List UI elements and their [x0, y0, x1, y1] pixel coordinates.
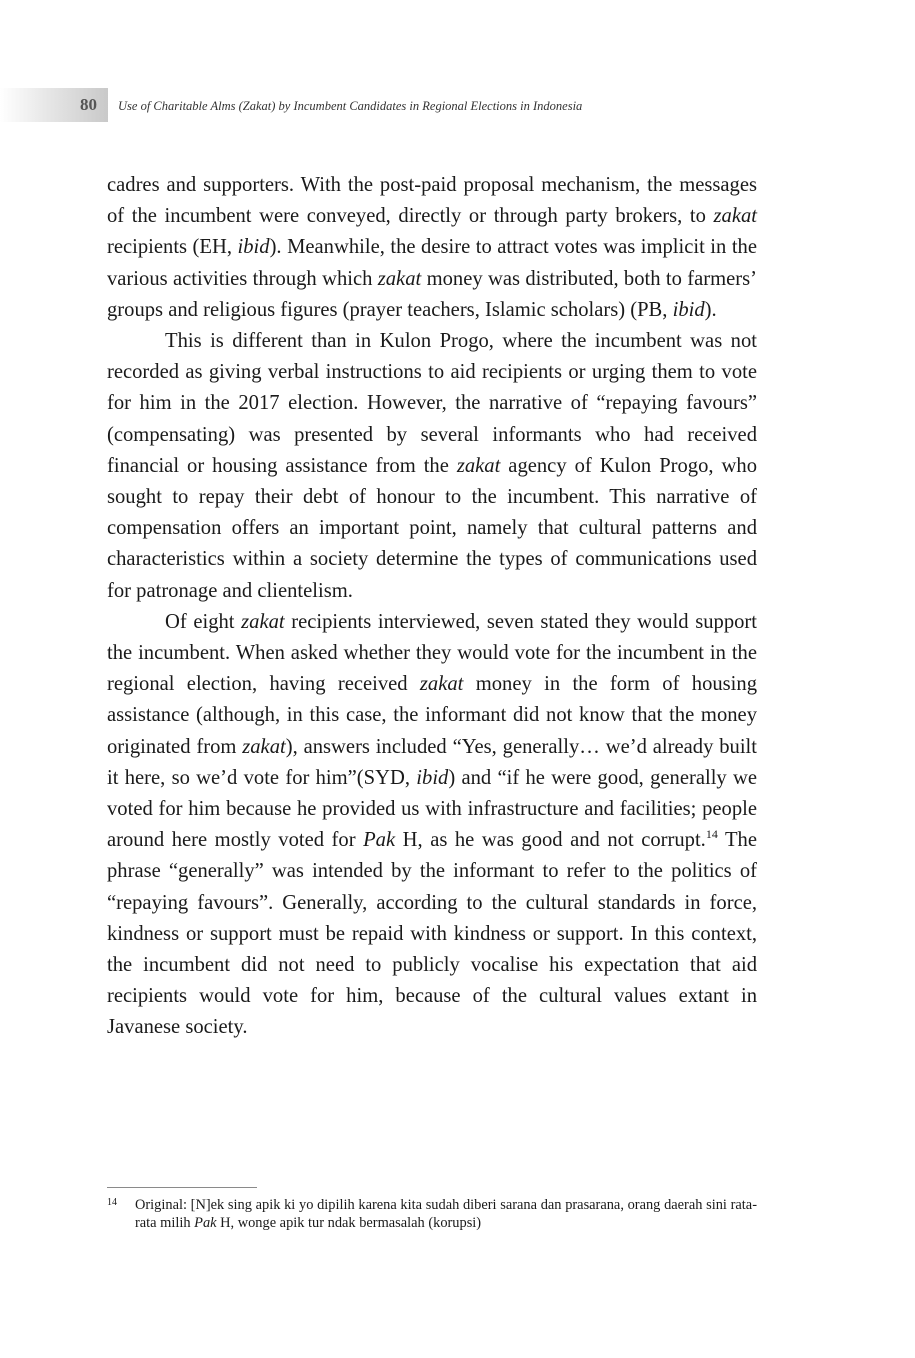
italic-text: ibid — [237, 236, 270, 259]
italic-text: zakat — [242, 735, 286, 758]
text-run: ). — [704, 298, 717, 321]
text-run: cadres and supporters. With the post-paid proposal mechanism, the messages of the incumbent were conveyed, directly or through party brokers, to — [107, 174, 757, 228]
paragraph-1 — [107, 170, 757, 326]
footnote-reference: 14 — [705, 827, 718, 842]
text-run: Original: [N]ek sing apik ki yo dipilih karena kita sudah diberi sarana dan prasarana, orang daerah sini rata-rata milih — [135, 1197, 757, 1231]
text-run: recipients interviewed, seven stated they would support the incumbent. When asked whether they would vote for the incumbent in the regional election, having received — [107, 610, 757, 696]
text-run: H, wonge apik tur ndak bermasalah (korupsi) — [216, 1215, 482, 1231]
italic-text: ibid — [672, 298, 705, 321]
paragraph-3 — [107, 607, 757, 1044]
text-run: H, as he was good and not corrupt. — [395, 829, 706, 852]
text-run: ) and “if he were good, generally we voted for him because he provided us with infrastructure and facilities; people around here mostly voted for — [107, 766, 757, 852]
footnote-divider — [107, 1187, 257, 1188]
running-head-title: Use of Charitable Alms (Zakat) by Incumbent Candidates in Regional Elections in Indonesia — [118, 99, 583, 113]
italic-text: zakat — [419, 673, 464, 696]
footnote-number: 14 — [107, 1197, 117, 1208]
page-number: 80 — [80, 95, 97, 114]
italic-text: Pak — [363, 829, 396, 852]
italic-text: Pak — [194, 1215, 217, 1231]
italic-text: zakat — [377, 267, 422, 290]
text-run: Of eight — [165, 610, 242, 633]
text-run: This is different than in Kulon Progo, where the incumbent was not recorded as giving verbal instructions to aid recipients or urging them to vote for him in the 2017 election. However, the narrative of “repaying favours” (compensating) was presented by several informants who had received financial or housing assistance from the — [107, 330, 757, 477]
text-run: The phrase “generally” was intended by the informant to refer to the politics of “repaying favours”. Generally, according to the cultural standards in force, kindness or support must be repaid with kindness or support. In this context, the incumbent did not need to publicly vocalise his expectation that aid recipients would vote for him, because of the cultural values extant in Javanese society. — [107, 829, 757, 1039]
text-run: agency of Kulon Progo, who sought to repay their debt of honour to the incumbent. This narrative of compensation offers an important point, namely that cultural patterns and characteristics within a society determine the types of communications used for patronage and clientelism. — [107, 454, 757, 602]
body-text — [107, 170, 757, 1044]
text-run: recipients (EH, — [107, 236, 238, 259]
text-run: money in the form of housing assistance (although, in this case, the informant did not know that the money originated from — [107, 673, 757, 758]
paragraph-2 — [107, 326, 757, 607]
footnote-text — [135, 1196, 757, 1232]
text-run: money was distributed, both to farmers’ groups and religious figures (prayer teachers, Islamic scholars) (PB, — [107, 267, 758, 321]
italic-text: zakat — [241, 610, 285, 633]
italic-text: ibid — [416, 766, 449, 789]
text-run: ), answers included “Yes, generally… we’d already built it here, so we’d vote for him”(SYD, — [107, 735, 757, 789]
italic-text: zakat — [713, 205, 757, 228]
text-run: ). Meanwhile, the desire to attract votes was implicit in the various activities through which — [107, 236, 757, 290]
italic-text: zakat — [456, 454, 501, 477]
footnote-14 — [107, 1196, 757, 1232]
